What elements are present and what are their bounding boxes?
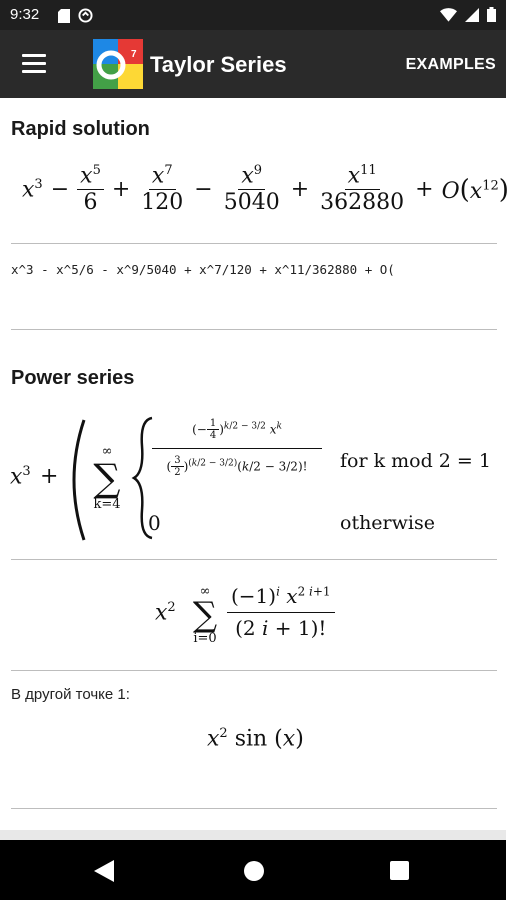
recents-button[interactable]: [390, 861, 409, 885]
status-left-icons: [58, 8, 93, 23]
minus-sign: −: [50, 177, 70, 203]
term-x11-over-362880: $\frac{x^{11}}{362880}$: [320, 163, 405, 215]
menu-button[interactable]: [22, 54, 46, 74]
term-x2: $x^2$: [155, 600, 176, 626]
term-x9-over-5040: $\frac{x^9}{5040}$: [223, 163, 280, 215]
power-series-formula: [10, 416, 506, 546]
plus-sign: +: [290, 177, 310, 203]
divider: [11, 559, 497, 560]
back-icon: [94, 860, 114, 882]
sum-lower: i=0: [193, 631, 217, 646]
sum-upper: ∞: [199, 584, 211, 599]
closed-form-numerator: $(-1)^i$ $x^{2 i+1}$: [227, 584, 335, 613]
other-point-label: В другой точке 1:: [11, 686, 130, 703]
status-bar: [0, 0, 506, 30]
plus-sign: +: [40, 464, 59, 489]
content-bottom-edge: [0, 830, 506, 840]
recents-icon: [390, 861, 409, 880]
app-title: Taylor Series: [150, 52, 287, 77]
status-time: 9:32: [10, 6, 40, 23]
wifi-icon: [440, 8, 457, 22]
closed-form-fraction: [227, 584, 335, 640]
app-logo-icon: [93, 39, 143, 89]
summation: [84, 444, 130, 512]
case-denominator: ( $\frac{3}{2}$ )$^{(k/2 - 3/2)}$(k/2 − 3/2)!: [166, 455, 308, 478]
logo-superscript: 7: [131, 49, 137, 60]
divider: [11, 808, 497, 809]
minus-sign: −: [194, 177, 213, 203]
battery-icon: [487, 7, 496, 22]
menu-icon-bar: [22, 70, 46, 73]
power-series-title: Power series: [11, 367, 135, 389]
home-icon: [243, 860, 265, 882]
signal-icon: [465, 8, 479, 22]
results-content: [0, 98, 509, 840]
sigma-icon: ∑: [192, 595, 218, 635]
big-o-term: $O(x^{12})$: [441, 174, 509, 205]
term-x3: $x^3$: [22, 177, 43, 203]
summation: [185, 584, 225, 646]
sd-card-icon: [58, 9, 70, 23]
rapid-solution-title: Rapid solution: [11, 118, 150, 140]
closed-form-formula: [155, 578, 415, 648]
plus-sign: +: [111, 177, 131, 203]
case-zero: 0: [148, 511, 161, 535]
other-point-formula: $x^2$ sin (x): [207, 726, 304, 752]
menu-icon-bar: [22, 54, 46, 57]
term-x5-over-6: $\frac{x^5}{6}$: [77, 164, 104, 216]
divider: [11, 670, 497, 671]
case-otherwise: otherwise: [340, 512, 435, 534]
case-condition: for k mod 2 = 1: [340, 450, 491, 472]
sum-upper: ∞: [101, 444, 113, 459]
navigation-bar: [0, 840, 506, 900]
case-fraction: [152, 418, 322, 479]
case-numerator: (− $\frac{1}{4}$ )$^{k/2 - 3/2}$ $x^k$: [152, 418, 322, 449]
rapid-solution-formula: [22, 164, 509, 216]
divider: [11, 329, 497, 330]
divider: [11, 243, 497, 244]
sigma-icon: ∑: [93, 456, 121, 500]
menu-icon-bar: [22, 62, 46, 65]
home-button[interactable]: [243, 860, 265, 887]
term-x3: $x^3$: [10, 464, 31, 490]
sum-lower: k=4: [93, 497, 121, 512]
sync-icon: [78, 8, 93, 23]
status-right-icons: [440, 7, 496, 22]
term-x7-over-120: $\frac{x^7}{120}$: [141, 163, 184, 215]
back-button[interactable]: [94, 860, 114, 887]
examples-button[interactable]: EXAMPLES: [405, 56, 496, 73]
plain-text-result[interactable]: x^3 - x^5/6 - x^9/5040 + x^7/120 + x^11/362880 + O(: [11, 262, 395, 277]
plus-sign: +: [415, 177, 434, 203]
app-bar: [0, 30, 506, 98]
closed-form-denominator: (2 i + 1)!: [235, 616, 327, 640]
